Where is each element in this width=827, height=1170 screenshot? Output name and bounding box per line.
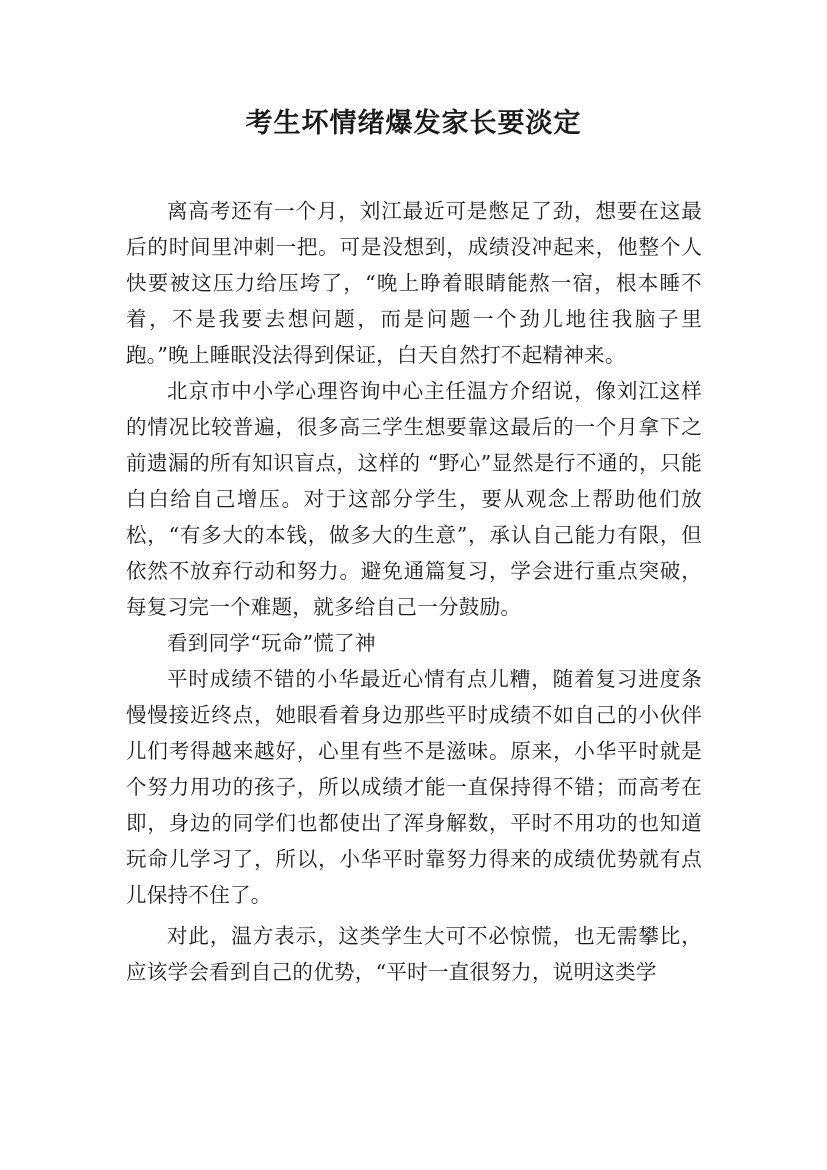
paragraph-2: 北京市中小学心理咨询中心主任温方介绍说，像刘江这样的情况比较普遍，很多高三学生想要靠这最后的一个月拿下之前遗漏的所有知识盲点，这样的 “野心”显然是行不通的，只能白白给自己增压。对于这部分学生，要从观念上帮助他们放松，“有多大的本钱，做多大的生意”，承认自己能力有限，但依然不放弃行动和努力。避免通篇复习，学会进行重点突破，每复习完一个难题，就多给自己一分鼓励。 [126,379,702,619]
document-title: 考生坏情绪爆发家长要淡定 [245,108,582,139]
document-body [126,193,702,990]
paragraph-3: 平时成绩不错的小华最近心情有点儿糟，随着复习进度条慢慢接近终点，她眼看着身边那些平时成绩不如自己的小伙伴儿们考得越来越好，心里有些不是滋味。原来，小华平时就是个努力用功的孩子，所以成绩才能一直保持得不错；而高考在即，身边的同学们也都使出了浑身解数，平时不用功的也知道玩命儿学习了，所以，小华平时靠努力得来的成绩优势就有点儿保持不住了。 [126,667,702,907]
paragraph-4: 对此，温方表示，这类学生大可不必惊慌，也无需攀比，应该学会看到自己的优势，“平时一直很努力，说明这类学 [126,924,702,984]
paragraph-1: 离高考还有一个月，刘江最近可是憋足了劲，想要在这最后的时间里冲刺一把。可是没想到，成绩没冲起来，他整个人快要被这压力给压垮了，“晚上睁着眼睛能熬一宿，根本睡不着，不是我要去想问题，而是问题一个劲儿地往我脑子里跑。”晚上睡眠没法得到保证，白天自然打不起精神来。 [126,199,702,367]
section-heading: 看到同学“玩命”慌了神 [167,631,376,655]
